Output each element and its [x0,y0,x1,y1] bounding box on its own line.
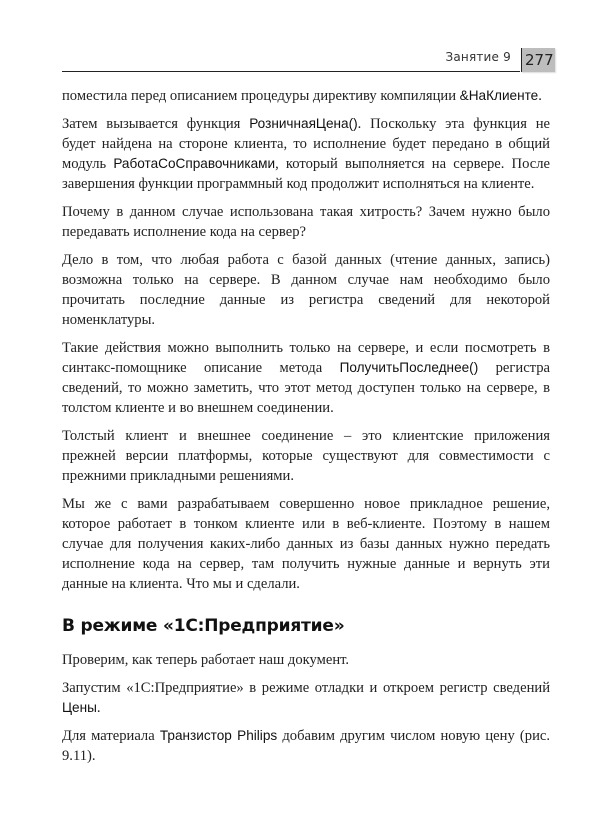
code-term: Транзистор Philips [159,728,278,743]
code-term: &НаКлиенте [459,88,539,103]
page-number: 277 [521,48,555,72]
code-term: РозничнаяЦена() [249,116,358,131]
paragraph: поместила перед описанием процедуры директиву компиляции &НаКлиенте. [62,88,542,104]
chapter-title: Занятие 9 [445,50,511,64]
paragraph: Толстый клиент и внешнее соединение – это клиентские приложения прежней версии платформы, которые существуют для совместимости с прежними прикладными решениями. [62,428,550,484]
paragraph: Затем вызывается функция РозничнаяЦена(). Поскольку эта функция не будет найдена на стороне клиента, то исполнение будет передано в общий модуль РаботаСоСправочниками, который выполняется на сервере. После завершения функции программный код продолжит исполняться на клиенте. [62,116,550,192]
paragraph: Проверим, как теперь работает наш документ. [62,652,350,668]
paragraph: Мы же с вами разрабатываем совершенно новое прикладное решение, которое работает в тонком клиенте или в веб-клиенте. Поэтому в нашем случае для получения каких-либо данных из базы данных нужно передать исполнение кода на сервер, там получить нужные данные и вернуть эти данные на клиента. Что мы и сделали. [62,496,550,592]
running-header [62,46,555,72]
paragraph: Почему в данном случае использована такая хитрость? Зачем нужно было передавать исполнение кода на сервер? [62,204,550,240]
paragraph: Дело в том, что любая работа с базой данных (чтение данных, запись) возможна только на сервере. В данном случае нам необходимо было прочитать последние данные из регистра сведений для некоторой номенклатуры. [62,252,550,328]
code-term: ПолучитьПоследнее() [339,360,479,375]
header-rule [62,71,520,72]
code-term: Цены [62,700,97,715]
paragraph: Запустим «1С:Предприятие» в режиме отладки и откроем регистр сведений Цены. [62,680,550,716]
section-heading: В режиме «1С:Предприятие» [62,616,345,636]
paragraph: Для материала Транзистор Philips добавим другим числом новую цену (рис. 9.11). [62,728,551,764]
page-body [62,86,550,774]
paragraph: Такие действия можно выполнить только на сервере, и если посмотреть в синтакс-помощнике описание метода ПолучитьПоследнее() регистра сведений, то можно заметить, что этот метод доступен только на сервере, в толстом клиенте и во внешнем соединении. [62,340,550,416]
code-term: РаботаСоСправочниками [113,156,276,171]
